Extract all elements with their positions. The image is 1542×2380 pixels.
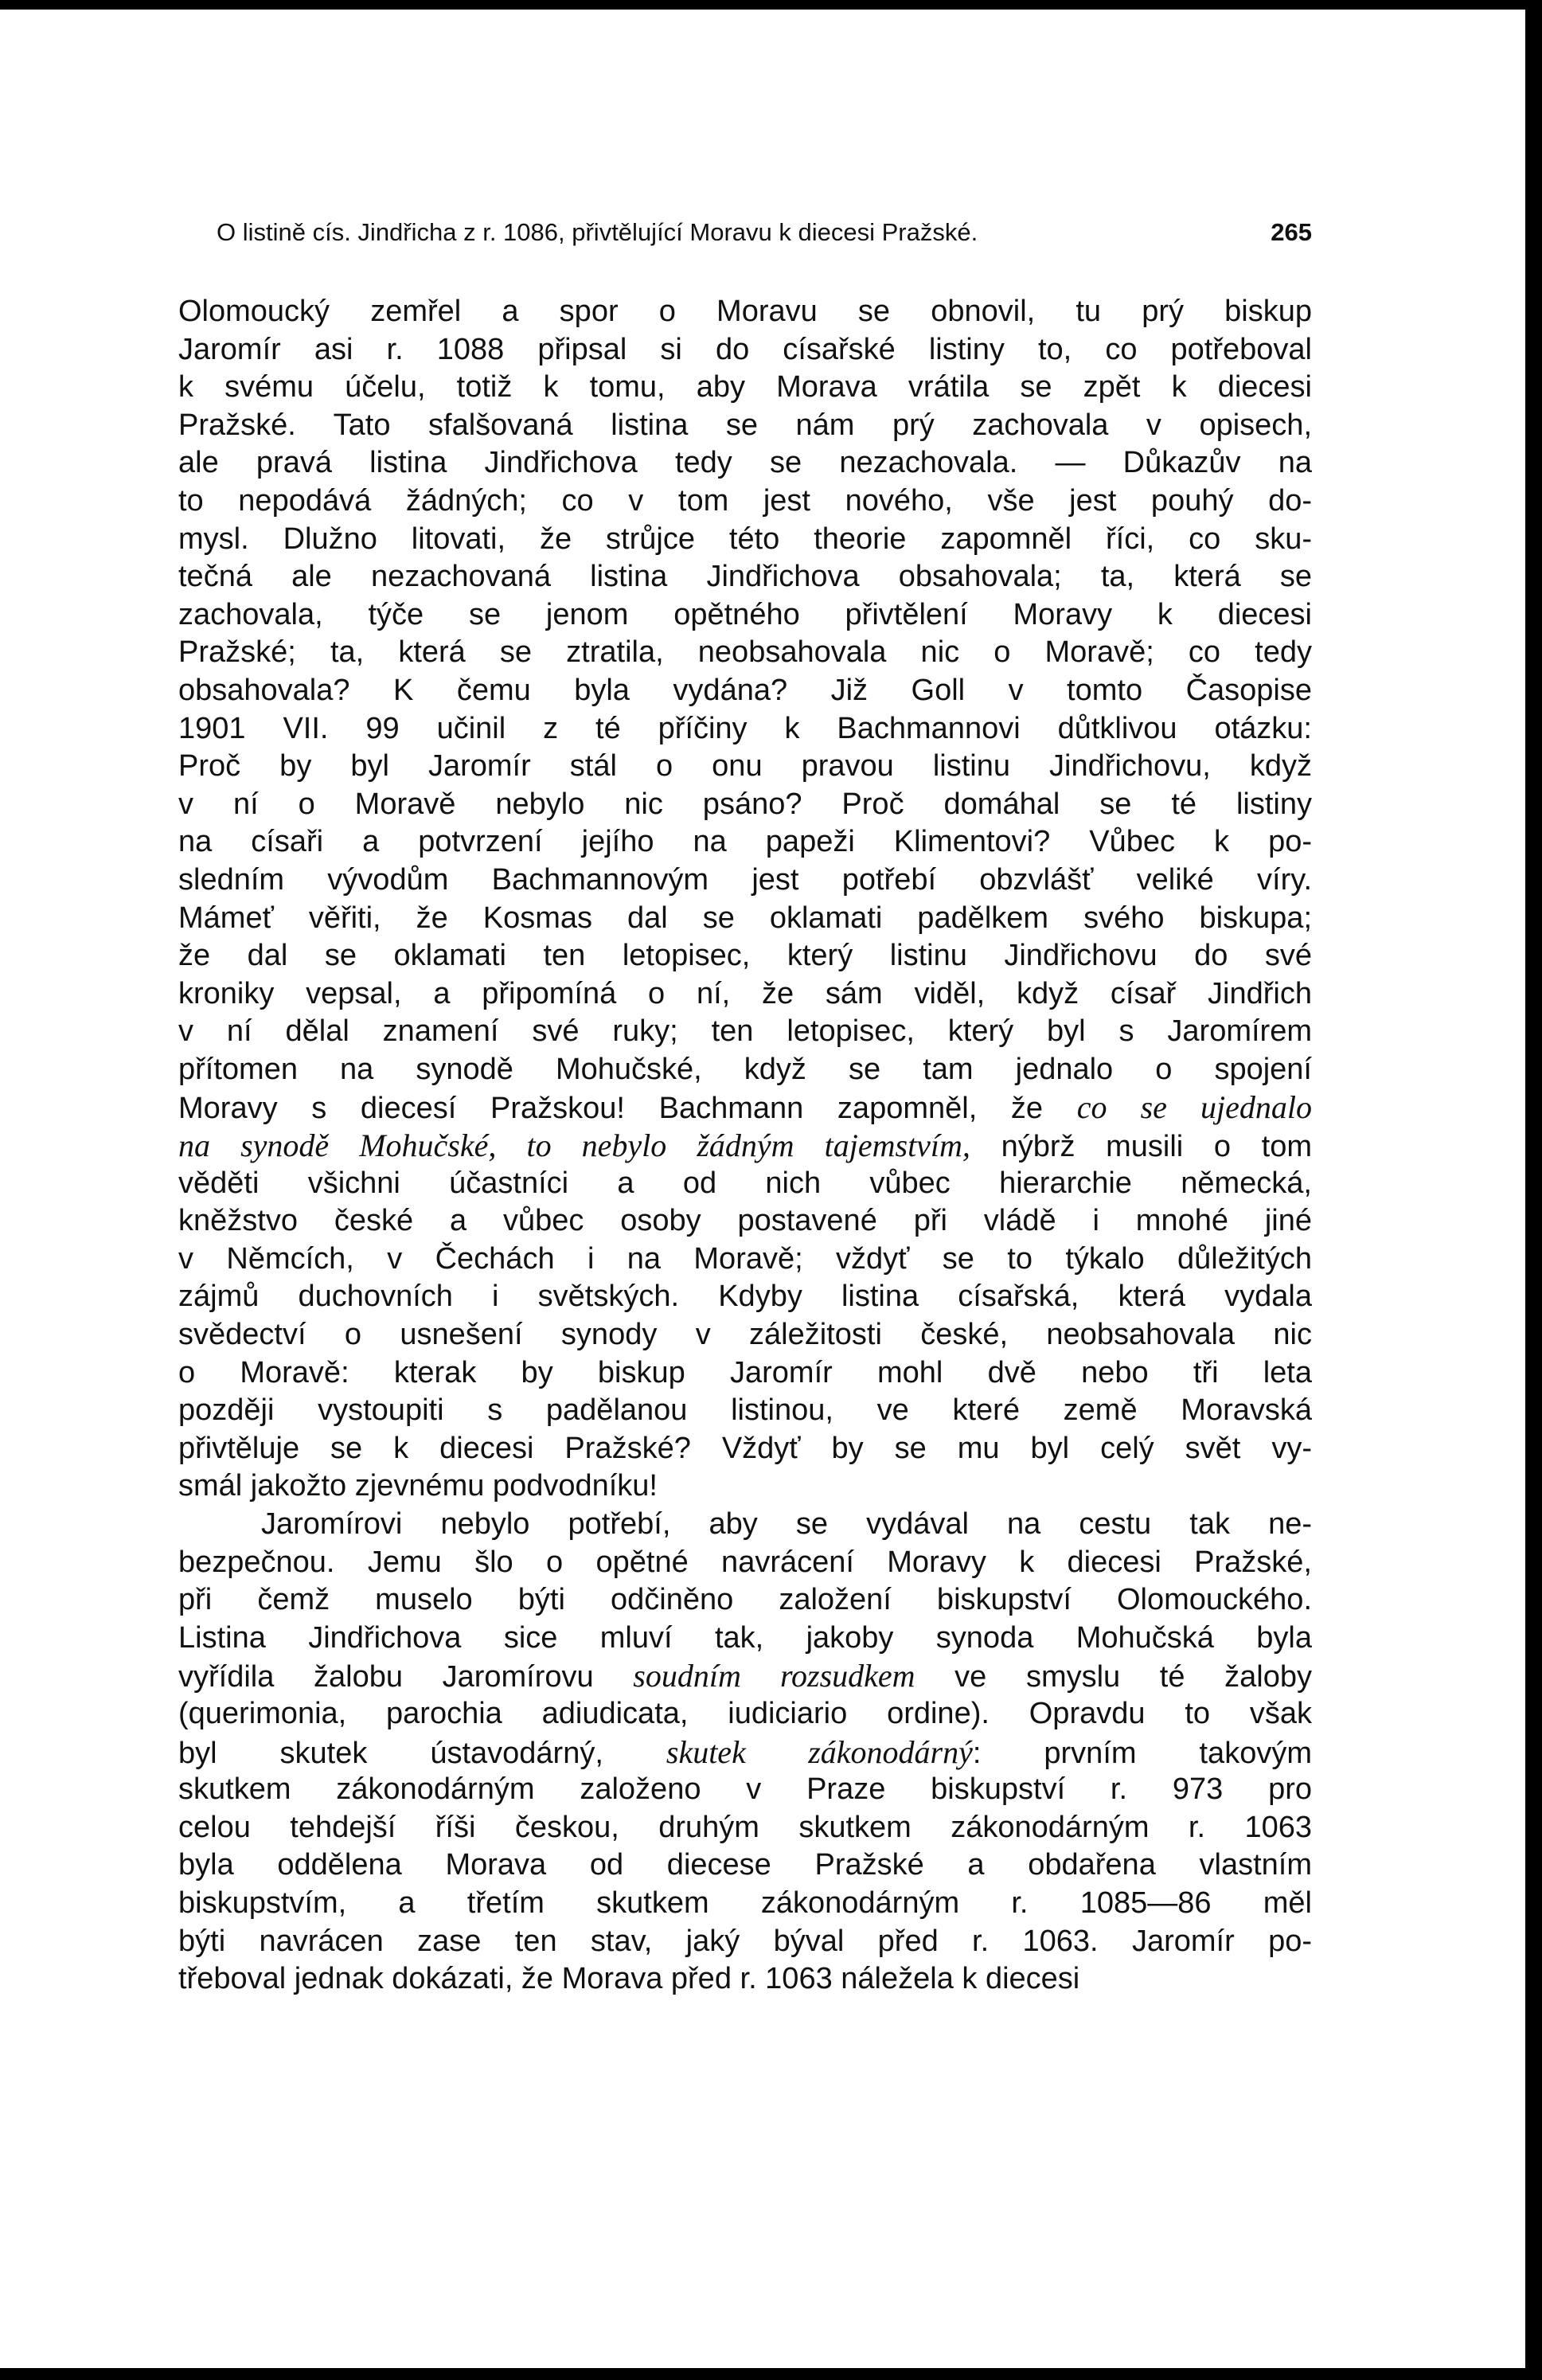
text-span: na císaři a potvrzení jejího na papeži Klimentovi? Vůbec k po- (178, 825, 1312, 859)
text-span: sledním vývodům Bachmannovým jest potřebí obzvlášť veliké víry. (178, 862, 1312, 897)
text-line (178, 1013, 1312, 1051)
text-span: skutkem zákonodárným založeno v Praze biskupství r. 973 pro (178, 1772, 1312, 1807)
text-span: býti navrácen zase ten stav, jaký býval před r. 1063. Jaromír po- (178, 1924, 1312, 1958)
text-line (178, 1847, 1312, 1885)
text-line (178, 596, 1312, 635)
text-line (178, 862, 1312, 900)
text-line (178, 331, 1312, 369)
text-span: nýbrž musili o tom (970, 1130, 1312, 1164)
text-line (178, 1088, 1312, 1127)
text-span: smál jakožto zjevnému podvodníku! (178, 1469, 658, 1503)
text-span: zájmů duchovních i světských. Kdyby listina císařská, která vydala (178, 1280, 1312, 1314)
text-line (178, 975, 1312, 1014)
text-span: byla oddělena Morava od diecese Pražské a obdařena vlastním (178, 1848, 1312, 1882)
page-number: 265 (1271, 218, 1312, 246)
text-line (178, 1581, 1312, 1620)
text-line (178, 634, 1312, 672)
text-span: : prvním takovým (972, 1736, 1312, 1770)
text-span: zachovala, týče se jenom opětného přivtělení Moravy k diecesi (178, 597, 1312, 631)
italic-span: skutek zákonodárný (666, 1733, 973, 1770)
text-span: Moravy s diecesí Pražskou! Bachmann zapomněl, že (178, 1092, 1077, 1126)
text-span: při čemž muselo býti odčiněno založení biskupství Olomouckého. (178, 1583, 1312, 1617)
text-span: Proč by byl Jaromír stál o onu pravou listinu Jindřichovu, když (178, 749, 1312, 784)
text-line (178, 1923, 1312, 1961)
text-span: přivtěluje se k diecesi Pražské? Vždyť by se mu byl celý svět vy- (178, 1431, 1312, 1465)
text-span: o Moravě: kterak by biskup Jaromír mohl dvě nebo tři leta (178, 1355, 1312, 1389)
body-text (178, 293, 1312, 1999)
text-line (178, 748, 1312, 786)
text-line (178, 1051, 1312, 1089)
text-line (178, 1771, 1312, 1809)
text-span: ve smyslu té žaloby (915, 1660, 1312, 1694)
text-line (178, 483, 1312, 521)
text-line (178, 1202, 1312, 1241)
text-line (178, 1544, 1312, 1582)
text-line (178, 823, 1312, 862)
text-line (178, 1885, 1312, 1923)
text-line (178, 710, 1312, 748)
text-line (178, 1316, 1312, 1354)
text-span: kněžstvo české a vůbec osoby postavené při vládě i mnohé jiné (178, 1204, 1312, 1238)
text-line (178, 1620, 1312, 1658)
text-span: ale pravá listina Jindřichova tedy se nezachovala. — Důkazův na (178, 446, 1312, 480)
text-span: třeboval jednak dokázati, že Morava před r. 1063 náležela k diecesi (178, 1962, 1080, 1996)
running-head (217, 213, 1312, 252)
text-span: biskupstvím, a třetím skutkem zákonodárným r. 1085—86 měl (178, 1886, 1312, 1920)
text-line (178, 407, 1312, 445)
italic-span: na synodě Mohučské, to nebylo žádným tajemstvím, (178, 1127, 970, 1164)
text-line (178, 937, 1312, 975)
text-span: Olomoucký zemřel a spor o Moravu se obnovil, tu prý biskup (178, 295, 1312, 328)
text-line (178, 786, 1312, 824)
text-span: v ní dělal znamení své ruky; ten letopisec, který byl s Jaromírem (178, 1014, 1312, 1049)
text-span: Mámeť věřiti, že Kosmas dal se oklamati padělkem svého biskupa; (178, 901, 1312, 935)
text-line (178, 672, 1312, 710)
running-head-title: O listině cís. Jindřicha z r. 1086, přivtělující Moravu k diecesi Pražské. (217, 218, 978, 246)
text-line (178, 444, 1312, 483)
text-line (178, 1467, 1312, 1506)
text-span: Jaromírovi nebylo potřebí, aby se vydával na cestu tak ne- (261, 1507, 1312, 1541)
text-span: byl skutek ústavodárný, (178, 1736, 666, 1770)
text-line (178, 1506, 1312, 1544)
text-line (178, 1733, 1312, 1772)
text-span: to nepodává žádných; co v tom jest nového, vše jest pouhý do- (178, 483, 1312, 518)
text-line (178, 900, 1312, 938)
text-span: (querimonia, parochia adiudicata, iudiciario ordine). Opravdu to však (178, 1696, 1312, 1730)
text-line (178, 1241, 1312, 1279)
text-line (178, 558, 1312, 596)
text-line (178, 369, 1312, 407)
text-span: přítomen na synodě Mohučské, když se tam jednalo o spojení (178, 1052, 1312, 1086)
text-span: kroniky vepsal, a připomíná o ní, že sám viděl, když císař Jindřich (178, 976, 1312, 1010)
text-span: Pražské; ta, která se ztratila, neobsahovala nic o Moravě; co tedy (178, 635, 1312, 670)
text-span: svědectví o usnešení synody v záležitosti české, neobsahovala nic (178, 1318, 1312, 1352)
text-line (178, 1809, 1312, 1847)
text-line (178, 1392, 1312, 1430)
text-span: Pražské. Tato sfalšovaná listina se nám prý zachovala v opisech, (178, 408, 1312, 442)
text-span: Jaromír asi r. 1088 připsal si do císařské listiny to, co potřeboval (178, 332, 1312, 366)
text-span: vyřídila žalobu Jaromírovu (178, 1660, 634, 1694)
text-line (178, 293, 1312, 331)
text-span: obsahovala? K čemu byla vydána? Již Goll v tomto Časopise (178, 673, 1312, 707)
text-span: tečná ale nezachovaná listina Jindřichova obsahovala; ta, která se (178, 560, 1312, 594)
text-span: mysl. Dlužno litovati, že strůjce této theorie zapomněl říci, co sku- (178, 522, 1312, 556)
book-page (0, 10, 1525, 2368)
text-line (178, 1430, 1312, 1468)
text-span: 1901 VII. 99 učinil z té příčiny k Bachmannovi důtklivou otázku: (178, 711, 1312, 745)
text-line (178, 1165, 1312, 1203)
text-line (178, 1354, 1312, 1393)
text-span: v ní o Moravě nebylo nic psáno? Proč domáhal se té listiny (178, 787, 1312, 821)
text-span: k svému účelu, totiž k tomu, aby Morava vrátila se zpět k diecesi (178, 370, 1312, 404)
text-line (178, 1127, 1312, 1165)
text-line (178, 1657, 1312, 1695)
text-span: že dal se oklamati ten letopisec, který listinu Jindřichovu do své (178, 939, 1312, 973)
text-line (178, 521, 1312, 559)
text-line (178, 1960, 1312, 1999)
italic-span: co se ujednalo (1076, 1089, 1312, 1126)
text-span: v Němcích, v Čechách i na Moravě; vždyť se to týkalo důležitých (178, 1241, 1312, 1276)
italic-span: soudním rozsudkem (633, 1658, 915, 1694)
text-line (178, 1695, 1312, 1733)
text-span: věděti všichni účastníci a od nich vůbec hierarchie německá, (178, 1166, 1312, 1200)
text-span: bezpečnou. Jemu šlo o opětné navrácení Moravy k diecesi Pražské, (178, 1545, 1312, 1579)
text-line (178, 1278, 1312, 1316)
text-span: celou tehdejší říši českou, druhým skutkem zákonodárným r. 1063 (178, 1810, 1312, 1844)
text-span: později vystoupiti s padělanou listinou, ve které země Moravská (178, 1393, 1312, 1428)
text-span: Listina Jindřichova sice mluví tak, jakoby synoda Mohučská byla (178, 1620, 1312, 1655)
